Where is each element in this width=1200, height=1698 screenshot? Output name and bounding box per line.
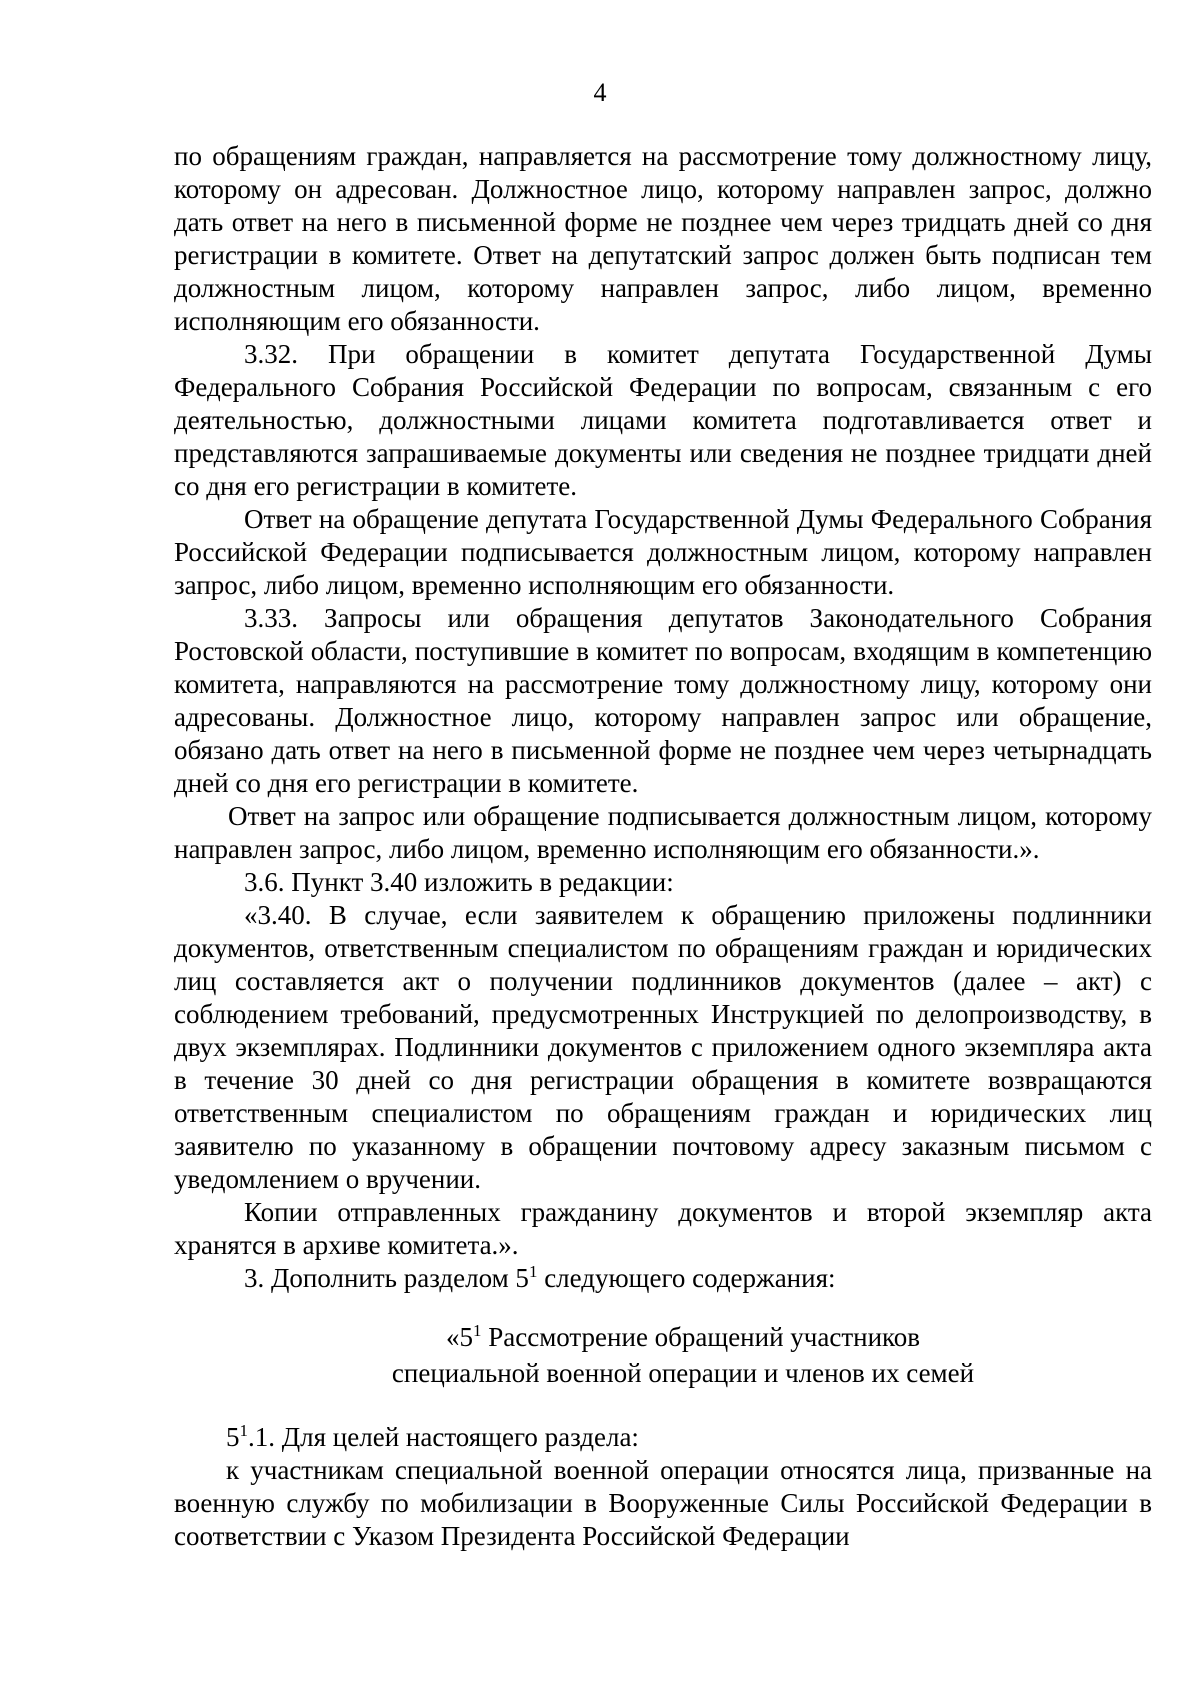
paragraph-3-40: «3.40. В случае, если заявителем к обращению приложены подлинники документов, ответственным специалистом по обращениям граждан и юридических лиц составляется акт о получении подлинников документов (далее – акт) с соблюдением требований, предусмотренных Инструкцией по делопроизводству, в двух экземплярах. Подлинники документов с приложением одного экземпляра акта в течение 30 дней со дня регистрации обращения в комитете возвращаются ответственным специалистом по обращениям граждан и юридических лиц заявителю по указанному в обращении почтовому адресу заказным письмом с уведомлением о вручении. — [174, 900, 1152, 1194]
document-body — [174, 140, 1152, 1553]
superscript: 1 — [528, 1262, 538, 1281]
add-section-text-end: следующего содержания: — [537, 1263, 836, 1293]
paragraph-participants: к участникам специальной военной операции относятся лица, призванные на военную службу по мобилизации в Вооруженные Силы Российской Федерации в соответствии с Указом Президента Российской Федерации — [174, 1455, 1152, 1551]
add-section-text-start: 3. Дополнить разделом 5 — [244, 1263, 529, 1293]
section-heading — [174, 1295, 1152, 1421]
section-heading-title: Рассмотрение обращений участников — [481, 1322, 921, 1352]
superscript: 1 — [239, 1421, 248, 1440]
section-heading-line-1 — [214, 1319, 1152, 1355]
section-heading-number: «5 — [445, 1322, 473, 1352]
clause-5-1-1 — [174, 1421, 1152, 1454]
superscript: 1 — [472, 1321, 482, 1340]
section-heading-line-2: специальной военной операции и членов их семей — [391, 1358, 975, 1388]
page-number: 4 — [593, 78, 607, 107]
clause-text: .1. Для целей настоящего раздела: — [248, 1422, 639, 1452]
paragraph-3-32: 3.32. При обращении в комитет депутата Государственной Думы Федерального Собрания Российской Федерации по вопросам, связанным с его деятельностью, должностными лицами комитета подготавливается ответ и представляются запрашиваемые документы или сведения не позднее тридцати дней со дня его регистрации в комитете. — [174, 339, 1152, 501]
paragraph-answer-signature: Ответ на запрос или обращение подписывается должностным лицом, которому направлен запрос, либо лицом, временно исполняющим его обязанности.». — [174, 801, 1152, 864]
paragraph-copies: Копии отправленных гражданину документов и второй экземпляр акта хранятся в архиве комитета.». — [174, 1197, 1152, 1260]
paragraph-add-section — [174, 1262, 1152, 1295]
paragraph-duma-answer: Ответ на обращение депутата Государственной Думы Федерального Собрания Российской Федерации подписывается должностным лицом, которому направлен запрос, либо лицом, временно исполняющим его обязанности. — [174, 504, 1152, 600]
paragraph-continuation: по обращениям граждан, направляется на рассмотрение тому должностному лицу, которому он адресован. Должностное лицо, которому направлен запрос, должно дать ответ на него в письменной форме не позднее чем через тридцать дней со дня регистрации в комитете. Ответ на депутатский запрос должен быть подписан тем должностным лицом, которому направлен запрос, либо лицом, временно исполняющим его обязанности. — [174, 141, 1152, 336]
paragraph-3-33: 3.33. Запросы или обращения депутатов Законодательного Собрания Ростовской области, поступившие в комитет по вопросам, входящим в компетенцию комитета, направляются на рассмотрение тому должностному лицу, которому они адресованы. Должностное лицо, которому направлен запрос или обращение, обязано дать ответ на него в письменной форме не позднее чем через четырнадцать дней со дня его регистрации в комитете. — [174, 603, 1152, 798]
clause-number: 5 — [226, 1422, 240, 1452]
paragraph-3-6: 3.6. Пункт 3.40 изложить в редакции: — [244, 867, 674, 897]
